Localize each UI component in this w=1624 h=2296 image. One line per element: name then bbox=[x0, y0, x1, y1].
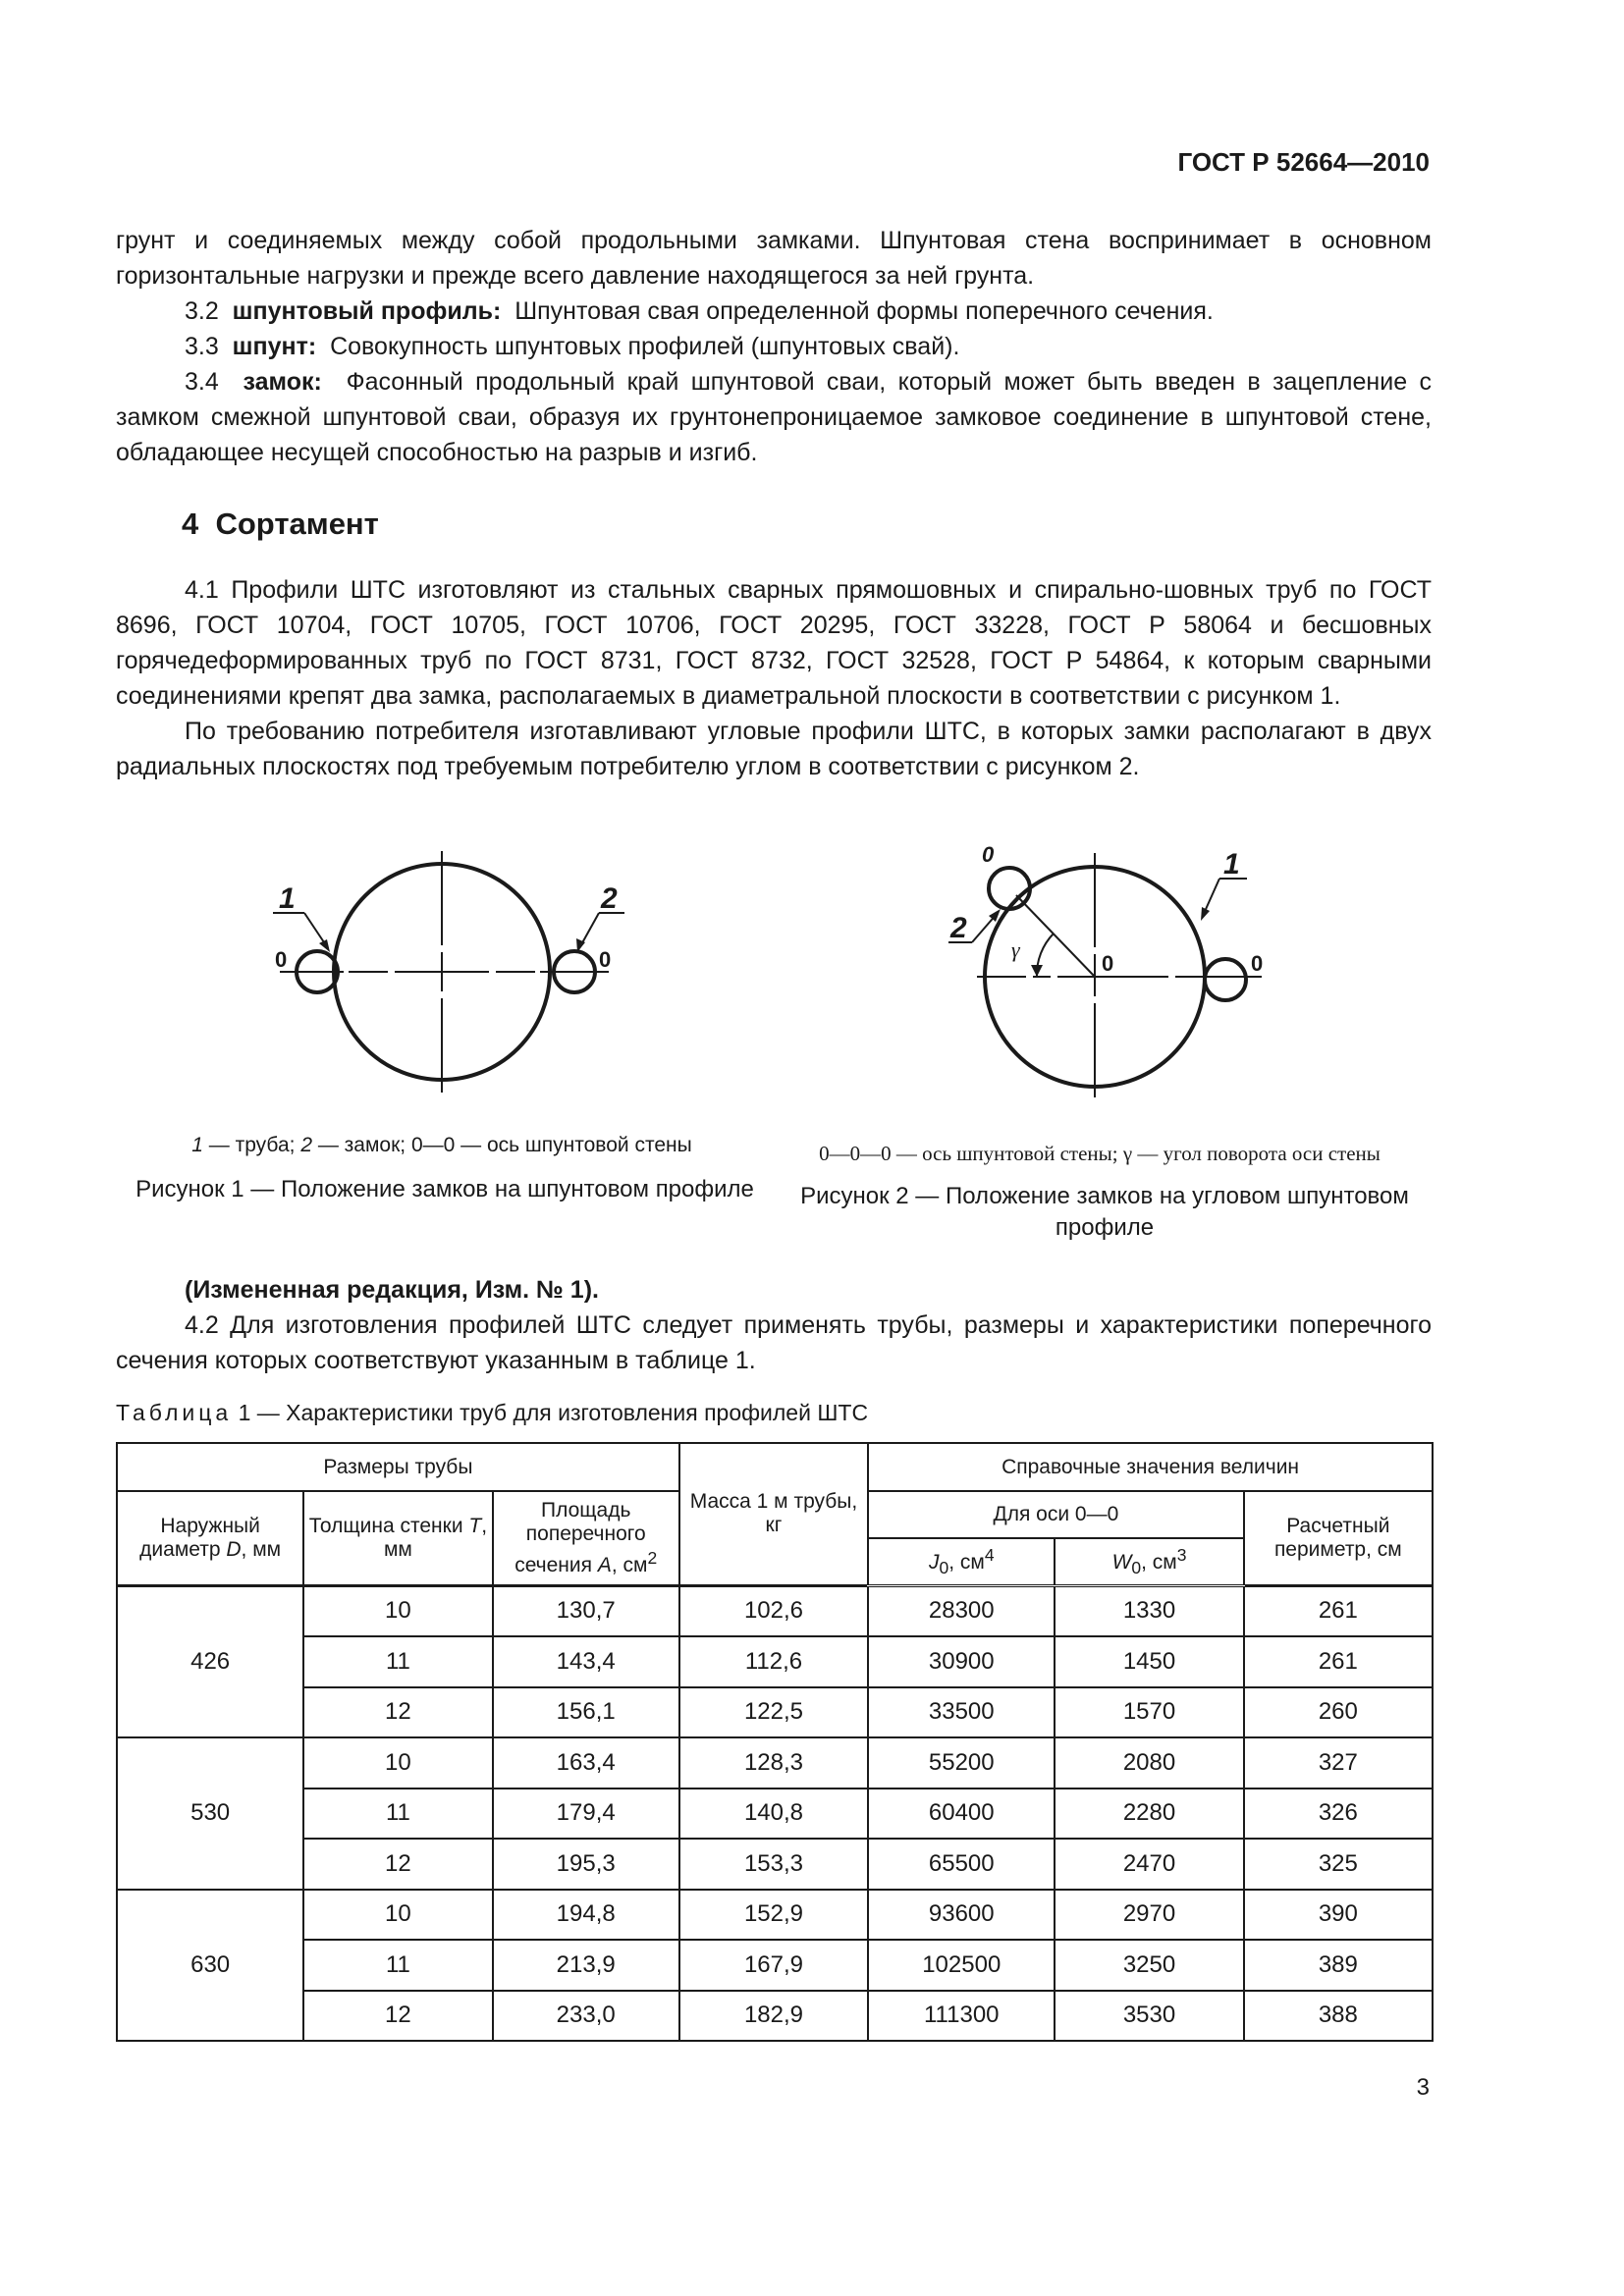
def-term: замок: bbox=[243, 368, 322, 396]
amendment-note: (Измененная редакция, Изм. № 1). bbox=[185, 1276, 599, 1304]
definition-3-3 bbox=[116, 329, 1432, 364]
table-row bbox=[117, 1636, 1433, 1687]
cell-j0: 93600 bbox=[868, 1890, 1055, 1941]
cell-wall: 12 bbox=[303, 1839, 492, 1890]
table-caption-text: 1 — Характеристики труб для изготовления профилей ШТС bbox=[232, 1400, 869, 1425]
cell-mass: 102,6 bbox=[679, 1585, 868, 1636]
fig1-label-1: 1 bbox=[279, 882, 296, 915]
def-text: Фасонный продольный край шпунтовой сваи, который может быть введен в зацепление с замком смежной шпунтовой сваи, образуя их грунтонепроницаемое замковое соединение в шпунтовой стене, обладающее несущей способностью на разрыв и изгиб. bbox=[116, 368, 1432, 466]
header-text: Толщина стенки bbox=[308, 1514, 469, 1537]
header-text: Площадь поперечного сечения bbox=[514, 1498, 646, 1576]
cell-mass: 182,9 bbox=[679, 1991, 868, 2042]
cell-perimeter: 261 bbox=[1244, 1585, 1433, 1636]
cell-w0: 1570 bbox=[1055, 1687, 1243, 1738]
cell-w0: 3530 bbox=[1055, 1991, 1243, 2042]
cell-j0: 111300 bbox=[868, 1991, 1055, 2042]
cell-area: 143,4 bbox=[493, 1636, 679, 1687]
pipe-characteristics-table bbox=[116, 1442, 1434, 2042]
fig2-label-0: 0 bbox=[982, 842, 995, 867]
header-j0 bbox=[868, 1538, 1055, 1585]
table-body bbox=[117, 1585, 1433, 2041]
table-row bbox=[117, 1940, 1433, 1991]
fig2-gamma: γ bbox=[1011, 937, 1020, 962]
radial-axis bbox=[1016, 895, 1095, 977]
header-reference-values: Справочные значения величин bbox=[868, 1443, 1433, 1491]
cell-j0: 30900 bbox=[868, 1636, 1055, 1687]
figure-1-drawing bbox=[265, 844, 638, 1129]
figure-2-caption: Рисунок 2 — Положение замков на угловом шпунтовом профиле bbox=[800, 1183, 1409, 1241]
cell-perimeter: 390 bbox=[1244, 1890, 1433, 1941]
cell-w0: 1450 bbox=[1055, 1636, 1243, 1687]
legend-num: 2 bbox=[300, 1134, 312, 1156]
legend-text: — труба; bbox=[202, 1134, 301, 1156]
body-text-top bbox=[116, 223, 1432, 470]
cell-w0: 2280 bbox=[1055, 1789, 1243, 1840]
header-section-area bbox=[493, 1491, 679, 1585]
arrow-1 bbox=[1201, 907, 1210, 921]
cell-j0: 33500 bbox=[868, 1687, 1055, 1738]
header-text: , мм bbox=[241, 1537, 282, 1561]
cell-wall: 11 bbox=[303, 1940, 492, 1991]
def-text: Совокупность шпунтовых профилей (шпунтовых свай). bbox=[330, 333, 960, 360]
header-var: A bbox=[597, 1553, 612, 1576]
cell-perimeter: 389 bbox=[1244, 1940, 1433, 1991]
cell-mass: 112,6 bbox=[679, 1636, 868, 1687]
def-term: шпунт: bbox=[232, 333, 317, 360]
cell-area: 213,9 bbox=[493, 1940, 679, 1991]
cell-w0: 2470 bbox=[1055, 1839, 1243, 1890]
cell-perimeter: 326 bbox=[1244, 1789, 1433, 1840]
cell-j0: 60400 bbox=[868, 1789, 1055, 1840]
section-heading bbox=[182, 507, 379, 542]
header-sup: 3 bbox=[1176, 1545, 1187, 1566]
header-var: T bbox=[468, 1514, 482, 1537]
cell-perimeter: 325 bbox=[1244, 1839, 1433, 1890]
paragraph-continued: грунт и соединяемых между собой продольными замками. Шпунтовая стена воспринимает в основном горизонтальные нагрузки и прежде всего давление находящегося за ней грунта. bbox=[116, 227, 1432, 290]
header-text: , см bbox=[948, 1551, 985, 1575]
cell-mass: 128,3 bbox=[679, 1737, 868, 1789]
table-row bbox=[117, 1839, 1433, 1890]
cell-area: 163,4 bbox=[493, 1737, 679, 1789]
cell-j0: 65500 bbox=[868, 1839, 1055, 1890]
cell-area: 156,1 bbox=[493, 1687, 679, 1738]
fig1-label-2: 2 bbox=[601, 882, 618, 915]
header-pipe-sizes: Размеры трубы bbox=[117, 1443, 679, 1491]
header-text: , см bbox=[1141, 1551, 1177, 1575]
def-text: Шпунтовая свая определенной формы поперечного сечения. bbox=[514, 297, 1214, 325]
definition-3-4 bbox=[116, 364, 1432, 470]
header-text: , мм bbox=[383, 1514, 488, 1561]
cell-j0: 102500 bbox=[868, 1940, 1055, 1991]
cell-area: 233,0 bbox=[493, 1991, 679, 2042]
def-num: 3.2 bbox=[185, 297, 219, 325]
page-number: 3 bbox=[1416, 2074, 1430, 2101]
header-sup: 4 bbox=[984, 1545, 995, 1566]
paragraph-4-1-continued: По требованию потребителя изготавливают угловые профили ШТС, в которых замки располагают в двух радиальных плоскостях под требуемым потребителю углом в соответствии с рисунком 2. bbox=[116, 718, 1432, 780]
header-text: , см bbox=[611, 1553, 648, 1576]
cell-w0: 2970 bbox=[1055, 1890, 1243, 1941]
paragraph-4-1: 4.1 Профили ШТС изготовляют из стальных сварных прямошовных и спирально-шовных труб по ГОСТ 8696, ГОСТ 10704, ГОСТ 10705, ГОСТ 10706, ГОСТ 20295, ГОСТ 33228, ГОСТ Р 58064 и бесшовных горячедеформированных труб по ГОСТ 8731, ГОСТ 8732, ГОСТ 32528, ГОСТ Р 54864, к которым сварными соединениями крепят два замка, располагаемых в диаметральной плоскости в соответствии с рисунком 1. bbox=[116, 576, 1432, 710]
section-title: Сортамент bbox=[215, 507, 379, 541]
table-caption-label: Таблица bbox=[116, 1400, 233, 1425]
cell-wall: 11 bbox=[303, 1636, 492, 1687]
header-var: J bbox=[928, 1551, 940, 1575]
cell-perimeter: 260 bbox=[1244, 1687, 1433, 1738]
table-row bbox=[117, 1991, 1433, 2042]
header-var: W bbox=[1111, 1551, 1132, 1575]
cell-wall: 10 bbox=[303, 1890, 492, 1941]
definition-3-2 bbox=[116, 294, 1432, 329]
body-text-section4 bbox=[116, 572, 1432, 784]
header-wall-thickness bbox=[303, 1491, 492, 1585]
cell-wall: 10 bbox=[303, 1737, 492, 1789]
cell-mass: 167,9 bbox=[679, 1940, 868, 1991]
fig1-zero-right: 0 bbox=[599, 947, 612, 972]
legend-text: — замок; 0—0 — ось шпунтовой стены bbox=[312, 1134, 692, 1156]
cell-perimeter: 261 bbox=[1244, 1636, 1433, 1687]
table-row bbox=[117, 1737, 1433, 1789]
cell-area: 195,3 bbox=[493, 1839, 679, 1890]
fig2-label-1: 1 bbox=[1223, 848, 1240, 881]
cell-w0: 1330 bbox=[1055, 1585, 1243, 1636]
cell-area: 179,4 bbox=[493, 1789, 679, 1840]
table-row bbox=[117, 1585, 1433, 1636]
cell-area: 194,8 bbox=[493, 1890, 679, 1941]
fig2-label-2: 2 bbox=[950, 912, 967, 944]
cell-mass: 122,5 bbox=[679, 1687, 868, 1738]
figure-2-drawing bbox=[933, 839, 1296, 1134]
cell-area: 130,7 bbox=[493, 1585, 679, 1636]
cell-w0: 3250 bbox=[1055, 1940, 1243, 1991]
cell-outer-diameter: 630 bbox=[117, 1890, 303, 2042]
legend-num: 1 bbox=[191, 1134, 203, 1156]
cell-wall: 12 bbox=[303, 1991, 492, 2042]
figure-1-caption: Рисунок 1 — Положение замков на шпунтовом профиле bbox=[135, 1176, 754, 1202]
table-caption bbox=[116, 1400, 868, 1426]
header-sup: 2 bbox=[647, 1547, 658, 1568]
section-number: 4 bbox=[182, 507, 199, 541]
table-row bbox=[117, 1687, 1433, 1738]
header-outer-diameter bbox=[117, 1491, 303, 1585]
cell-mass: 153,3 bbox=[679, 1839, 868, 1890]
angle-arrow bbox=[1031, 965, 1043, 977]
figure-2-legend: 0—0—0 — ось шпунтовой стены; γ — угол поворота оси стены bbox=[819, 1142, 1380, 1165]
header-sub: 0 bbox=[939, 1558, 949, 1578]
def-term: шпунтовый профиль: bbox=[232, 297, 502, 325]
cell-perimeter: 388 bbox=[1244, 1991, 1433, 2042]
cell-wall: 11 bbox=[303, 1789, 492, 1840]
table-row bbox=[117, 1789, 1433, 1840]
cell-mass: 140,8 bbox=[679, 1789, 868, 1840]
header-mass: Масса 1 м трубы, кг bbox=[679, 1443, 868, 1585]
cell-outer-diameter: 530 bbox=[117, 1737, 303, 1890]
cell-outer-diameter: 426 bbox=[117, 1585, 303, 1737]
document-header: ГОСТ Р 52664—2010 bbox=[1177, 147, 1430, 177]
cell-wall: 10 bbox=[303, 1585, 492, 1636]
cell-j0: 28300 bbox=[868, 1585, 1055, 1636]
def-num: 3.3 bbox=[185, 333, 219, 360]
header-perimeter: Расчетный периметр, см bbox=[1244, 1491, 1433, 1585]
lock-right-circle bbox=[1205, 959, 1246, 1000]
fig2-zero-center: 0 bbox=[1102, 951, 1114, 976]
fig1-zero-left: 0 bbox=[275, 947, 288, 972]
cell-j0: 55200 bbox=[868, 1737, 1055, 1789]
header-var: D bbox=[226, 1537, 242, 1561]
cell-wall: 12 bbox=[303, 1687, 492, 1738]
cell-w0: 2080 bbox=[1055, 1737, 1243, 1789]
table-row bbox=[117, 1890, 1433, 1941]
header-sub: 0 bbox=[1131, 1558, 1142, 1578]
cell-perimeter: 327 bbox=[1244, 1737, 1433, 1789]
header-text: Наружный диаметр bbox=[139, 1514, 260, 1561]
header-axis-0-0: Для оси 0—0 bbox=[868, 1491, 1244, 1538]
cell-mass: 152,9 bbox=[679, 1890, 868, 1941]
header-w0 bbox=[1055, 1538, 1243, 1585]
paragraph-4-2: 4.2 Для изготовления профилей ШТС следует применять трубы, размеры и характеристики поперечного сечения которых соответствуют указанным в таблице 1. bbox=[116, 1311, 1432, 1374]
body-text-amend bbox=[116, 1272, 1432, 1378]
figure-1-legend bbox=[118, 1134, 766, 1157]
fig2-zero-right: 0 bbox=[1251, 951, 1264, 976]
def-num: 3.4 bbox=[185, 368, 219, 396]
